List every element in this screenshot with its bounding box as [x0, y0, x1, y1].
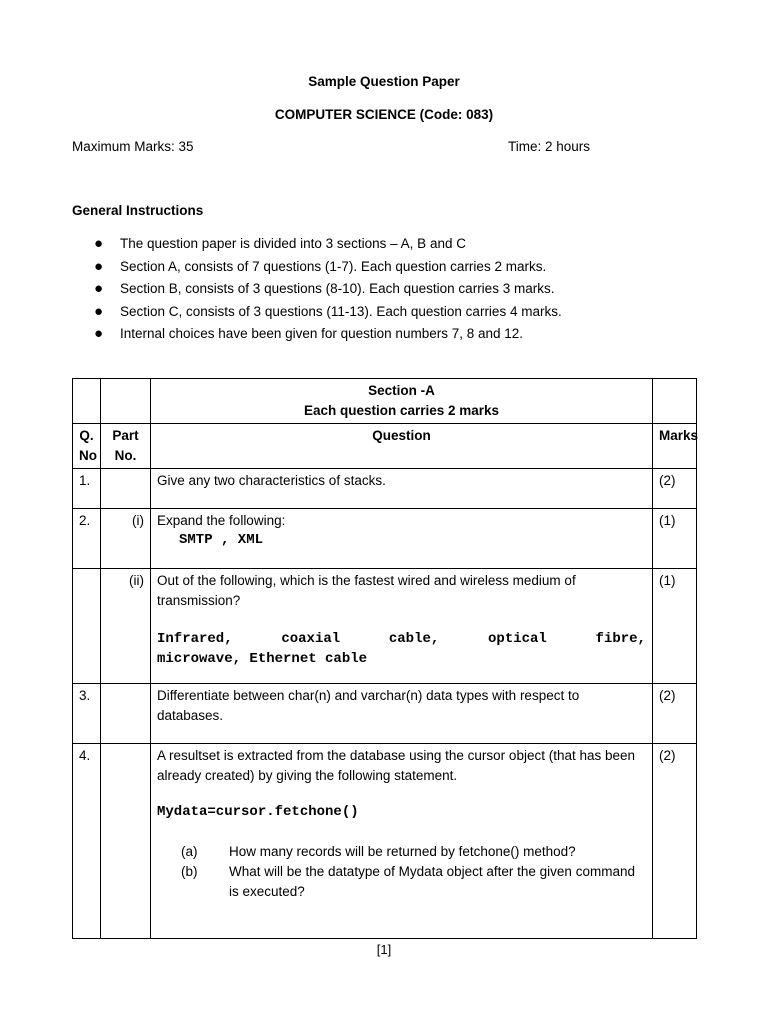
list-item: ● Section B, consists of 3 questions (8-10). Each question carries 3 marks.: [94, 280, 555, 297]
code-snippet: Mydata=cursor.fetchone(): [157, 804, 359, 820]
page-number: [1]: [376, 942, 392, 957]
section-header-row: [73, 379, 697, 424]
instructions-heading: General Instructions: [72, 203, 204, 218]
question-marks: (2): [653, 469, 697, 509]
column-header-row: [73, 424, 697, 469]
time-allowed: Time: 2 hours: [508, 139, 591, 154]
sub-question-text: What will be the datatype of Mydata object after the given command is executed?: [229, 864, 635, 899]
question-text: Expand the following:: [157, 513, 286, 528]
question-marks: (1): [653, 509, 697, 569]
code-options-line: Infrared, coaxial cable, optical fibre,: [157, 631, 646, 647]
list-item: ● Section C, consists of 3 questions (11-13). Each question carries 4 marks.: [94, 302, 562, 320]
table-row: [73, 509, 697, 569]
question-text: Give any two characteristics of stacks.: [151, 469, 653, 509]
part-number: (ii): [101, 569, 151, 684]
col-header-part: Part No.: [101, 424, 151, 469]
question-text: Out of the following, which is the fastest wired and wireless medium of transmission?: [157, 573, 576, 608]
question-marks: (1): [653, 569, 697, 684]
question-marks: (2): [653, 744, 697, 939]
sub-question: [157, 862, 646, 902]
bullet-icon: ●: [94, 235, 104, 252]
subject-title: COMPUTER SCIENCE (Code: 083): [274, 107, 494, 122]
max-marks: Maximum Marks: 35: [72, 139, 194, 154]
section-subtitle: Each question carries 2 marks: [303, 403, 500, 418]
question-text: A resultset is extracted from the database using the cursor object (that has been already created) by giving the following statement.: [157, 748, 636, 783]
paper-title: Sample Question Paper: [308, 74, 460, 89]
part-number: (i): [101, 509, 151, 569]
sub-question-label: (b): [181, 864, 198, 879]
table-row: [73, 469, 697, 509]
question-number: 4.: [73, 744, 101, 939]
code-options-line: microwave, Ethernet cable: [157, 651, 368, 667]
code-snippet: SMTP , XML: [179, 532, 264, 548]
question-number: 1.: [73, 469, 101, 509]
col-header-marks: Marks: [653, 424, 697, 469]
table-row: [73, 744, 697, 939]
question-marks: (2): [653, 684, 697, 744]
bullet-icon: ●: [94, 302, 104, 320]
col-header-qno: Q. No: [73, 424, 101, 469]
sub-question: [157, 842, 646, 862]
bullet-icon: ●: [94, 280, 104, 297]
table-row: [73, 684, 697, 744]
question-number: 3.: [73, 684, 101, 744]
question-number: 2.: [73, 509, 101, 569]
bullet-icon: ●: [94, 257, 104, 275]
table-row: [73, 569, 697, 684]
section-title: Section -A: [368, 383, 435, 398]
question-text: Differentiate between char(n) and varchar(n) data types with respect to databases.: [151, 684, 653, 744]
bullet-icon: ●: [94, 325, 104, 342]
col-header-question: Question: [151, 424, 653, 469]
sub-question-text: How many records will be returned by fetchone() method?: [229, 844, 576, 859]
instructions-list: [72, 234, 712, 347]
list-item: ● Section A, consists of 7 questions (1-7). Each question carries 2 marks.: [94, 257, 547, 275]
list-item: ● The question paper is divided into 3 sections – A, B and C: [94, 235, 466, 252]
list-item: ● Internal choices have been given for question numbers 7, 8 and 12.: [94, 325, 524, 342]
question-table: [72, 378, 697, 939]
sub-question-label: (a): [181, 844, 198, 859]
